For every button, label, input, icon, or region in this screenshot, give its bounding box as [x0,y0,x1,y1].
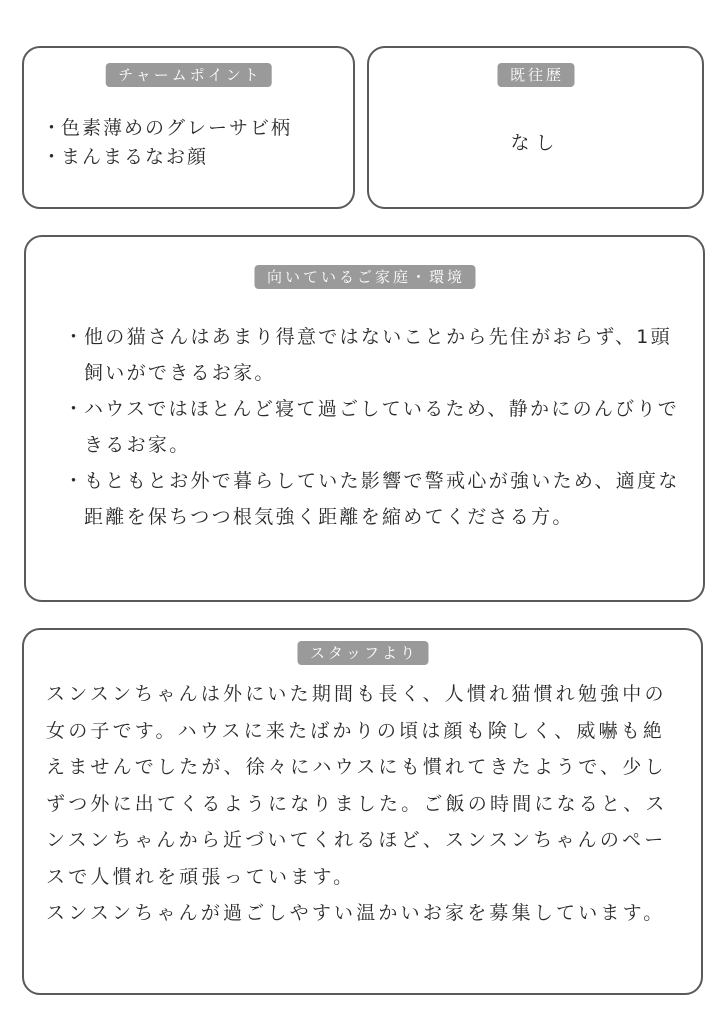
suitable-home-item: ・もともとお外で暮らしていた影響で警戒心が強いため、適度な距離を保ちつつ根気強く距離を縮めてくださる方。 [64,470,680,528]
charm-point-card [22,46,355,209]
charm-point-title: チャームポイント [105,63,272,87]
staff-message-body [46,676,686,932]
suitable-home-item-text: 他の猫さんはあまり得意ではないことから先住がおらず、1頭飼いができるお家。 [84,326,672,384]
medical-history-text: なし [510,132,561,154]
staff-message-paragraph: スンスンちゃんは外にいた期間も長く、人慣れ猫慣れ勉強中の女の子です。ハウスに来たばかりの頃は顔も険しく、威嚇も絶えませんでしたが、徐々にハウスにも慣れてきたようで、少しずつ外に出てくるようになりました。ご飯の時間になると、スンスンちゃんから近づいてくれるほど、スンスンちゃんのペースで人慣れを頑張っています。 [46,683,668,888]
medical-history-card [367,46,704,209]
charm-point-item: ・ まんまるなお顔 [42,143,292,172]
charm-point-item: ・ 色素薄めのグレーサビ柄 [42,114,292,143]
staff-message-paragraph: スンスンちゃんが過ごしやすい温かいお家を募集しています。 [46,902,666,924]
suitable-home-item: ・他の猫さんはあまり得意ではないことから先住がおらず、1頭飼いができるお家。 [64,326,672,384]
suitable-home-list [64,319,684,535]
suitable-home-title: 向いているご家庭・環境 [254,265,475,289]
medical-history-title: 既往歴 [497,63,574,87]
suitable-home-item-text: ハウスではほとんど寝て過ごしているため、静かにのんびりできるお家。 [84,398,680,456]
suitable-home-item-text: もともとお外で暮らしていた影響で警戒心が強いため、適度な距離を保ちつつ根気強く距離を縮めてくださる方。 [84,470,680,528]
suitable-home-card [24,235,705,602]
staff-message-title: スタッフより [297,641,428,665]
staff-message-card [22,628,703,995]
charm-point-list [42,114,292,172]
suitable-home-item: ・ハウスではほとんど寝て過ごしているため、静かにのんびりできるお家。 [64,398,680,456]
